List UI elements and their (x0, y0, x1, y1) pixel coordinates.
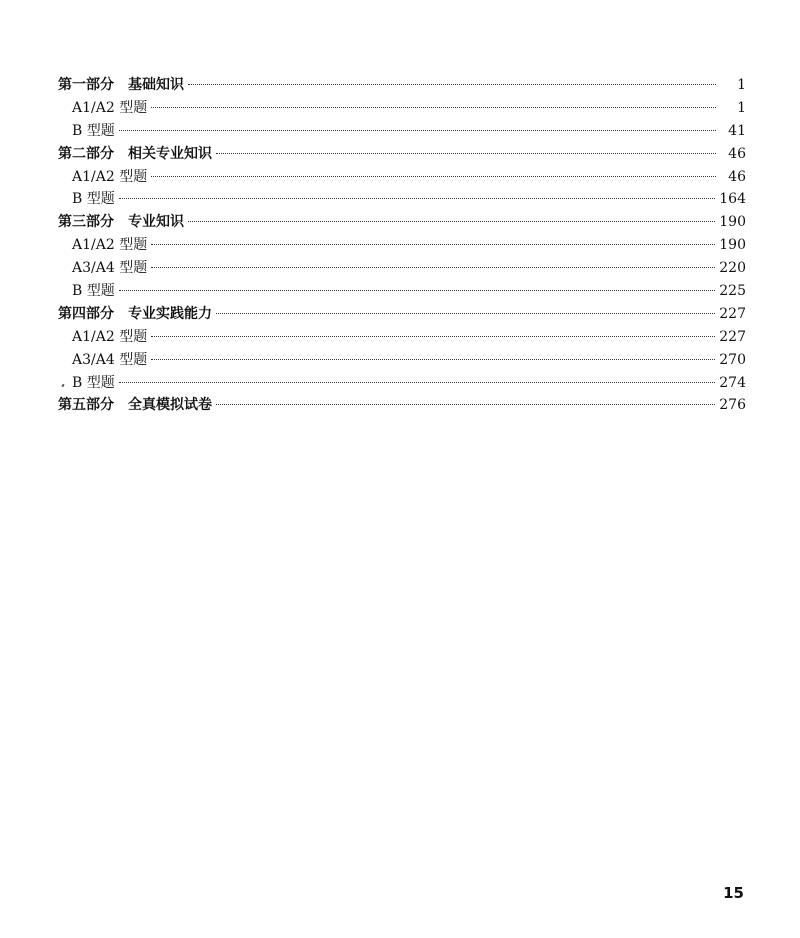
page-number: 15 (723, 884, 744, 902)
toc-page-number: 225 (719, 283, 746, 300)
toc-part-title: 第四部分 专业实践能力 (58, 305, 212, 322)
dot-leader (119, 290, 716, 291)
dot-leader (151, 267, 715, 268)
dot-leader (188, 84, 716, 85)
dot-leader (216, 153, 716, 154)
toc-subsection[interactable] (58, 188, 746, 211)
toc-subsection-title: A1/A2 型题 (72, 328, 148, 345)
toc-subsection[interactable] (58, 120, 746, 143)
toc-subsection-title: A1/A2 型题 (72, 99, 148, 116)
toc-subsection[interactable] (58, 257, 746, 280)
toc-page-number: 190 (719, 214, 746, 231)
toc-page-number: 41 (728, 122, 746, 139)
toc-page-number: 274 (719, 374, 746, 391)
toc-subsection-title: A3/A4 型题 (72, 260, 148, 277)
dot-leader (151, 244, 715, 245)
toc-part-1[interactable] (58, 74, 746, 97)
dot-leader (151, 107, 716, 108)
dot-leader (119, 382, 716, 383)
toc-subsection-title: B 型题 (72, 122, 115, 139)
toc-page-number: 190 (719, 237, 746, 254)
toc-part-3[interactable] (58, 211, 746, 234)
dot-leader (151, 176, 716, 177)
toc-part-2[interactable] (58, 143, 746, 166)
toc-subsection-title: A3/A4 型题 (72, 351, 148, 368)
toc-page-number: 164 (719, 191, 746, 208)
toc-page-number: 227 (719, 328, 746, 345)
toc-part-title: 第一部分 基础知识 (58, 77, 184, 93)
toc-page-number: 276 (719, 397, 746, 414)
dot-leader (151, 359, 715, 360)
dot-leader (151, 336, 715, 337)
toc-subsection-title: A1/A2 型题 (72, 168, 148, 185)
toc-page-number: 270 (719, 351, 746, 368)
dot-leader (119, 130, 716, 131)
toc-subsection[interactable] (58, 326, 746, 349)
toc-page-number: 1 (737, 77, 746, 93)
toc-subsection[interactable] (58, 372, 746, 395)
dot-leader (188, 221, 715, 222)
toc-subsection[interactable] (58, 97, 746, 120)
toc-subsection[interactable] (58, 166, 746, 189)
toc-subsection-title: A1/A2 型题 (72, 237, 148, 254)
toc-page-number: 46 (728, 168, 746, 185)
toc-page-number: 227 (719, 305, 746, 322)
table-of-contents (58, 74, 746, 417)
toc-subsection[interactable] (58, 349, 746, 372)
toc-part-title: 第五部分 全真模拟试卷 (58, 397, 212, 414)
toc-subsection[interactable] (58, 280, 746, 303)
dot-leader (216, 404, 715, 405)
toc-subsection-title: B 型题 (72, 283, 115, 300)
dot-leader (216, 313, 715, 314)
toc-subsection-title: B 型题 (72, 374, 115, 391)
toc-part-title: 第二部分 相关专业知识 (58, 145, 212, 162)
toc-subsection-title: B 型题 (72, 191, 115, 208)
toc-page-number: 220 (719, 260, 746, 277)
dot-leader (119, 198, 716, 199)
toc-subsection[interactable] (58, 234, 746, 257)
toc-part-5[interactable] (58, 394, 746, 417)
toc-page-number: 46 (728, 145, 746, 162)
toc-part-4[interactable] (58, 303, 746, 326)
toc-part-title: 第三部分 专业知识 (58, 214, 184, 231)
toc-page-number: 1 (737, 99, 746, 116)
